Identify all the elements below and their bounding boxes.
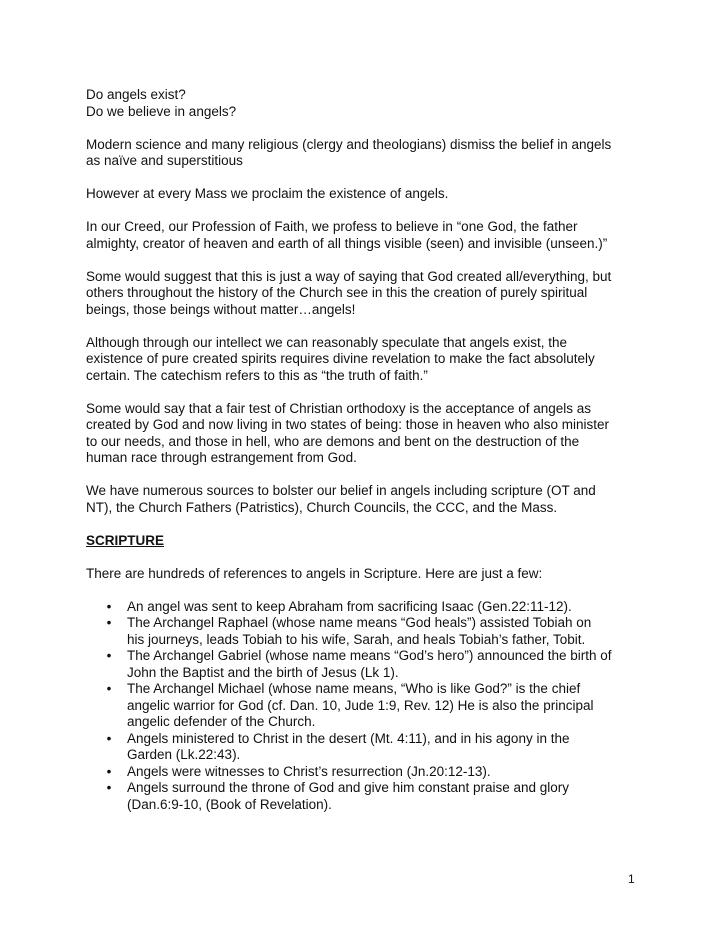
paragraph	[86, 335, 646, 385]
bullet-icon: •	[106, 780, 112, 795]
list-item	[86, 764, 646, 781]
paragraph	[86, 137, 646, 170]
list-item-line: The Archangel Raphael (whose name means “God heals”) assisted Tobiah on	[127, 615, 592, 630]
text-line: beings, those beings without matter…angels!	[86, 301, 356, 317]
list-item-line: Angels were witnesses to Christ’s resurrection (Jn.20:12-13).	[127, 763, 491, 779]
text-line: existence of pure created spirits requires divine revelation to make the fact absolutely	[86, 351, 595, 366]
text-line: human race through estrangement from God.	[86, 450, 357, 465]
list-item-line: angelic warrior for God (cf. Dan. 10, Jude 1:9, Rev. 12) He is also the principal	[127, 697, 594, 713]
bullet-icon: •	[106, 598, 112, 614]
text-line: to our needs, and those in hell, who are demons and bent on the destruction of the	[86, 433, 580, 449]
page-number: 1	[628, 872, 635, 886]
text-line: Do angels exist?	[86, 87, 186, 102]
list-item-line: John the Baptist and the birth of Jesus (Lk 1).	[127, 664, 399, 680]
section-heading: SCRIPTURE	[86, 532, 165, 548]
list-item	[86, 648, 646, 681]
list-item-line: Angels surround the throne of God and give him constant praise and glory	[127, 780, 570, 795]
section-heading-block	[86, 533, 646, 550]
document-body	[86, 87, 646, 813]
scripture-bullet-list	[86, 599, 646, 814]
paragraph	[86, 483, 646, 516]
text-line: In our Creed, our Profession of Faith, we profess to believe in “one God, the father	[86, 219, 578, 234]
list-item	[86, 780, 646, 813]
paragraphs	[86, 87, 646, 516]
text-line: However at every Mass we proclaim the existence of angels.	[86, 186, 449, 201]
bullet-icon: •	[106, 648, 112, 663]
text-line: almighty, creator of heaven and earth of all things visible (seen) and invisible (unseen.)”	[86, 235, 608, 251]
list-item-line: The Archangel Michael (whose name means, “Who is like God?” is the chief	[127, 681, 581, 696]
list-item	[86, 599, 646, 616]
scripture-intro: There are hundreds of references to angels in Scripture. Here are just a few:	[86, 565, 543, 581]
list-item-line: The Archangel Gabriel (whose name means “God’s hero”) announced the birth of	[127, 648, 612, 663]
list-item-line: Garden (Lk.22:43).	[127, 747, 241, 762]
list-item-line: angelic defender of the Church.	[127, 714, 316, 729]
paragraph	[86, 87, 646, 120]
text-line: Some would say that a fair test of Christian orthodoxy is the acceptance of angels as	[86, 400, 592, 416]
bullet-icon: •	[106, 763, 112, 779]
paragraph	[86, 401, 646, 467]
text-line: Modern science and many religious (clergy and theologians) dismiss the belief in angels	[86, 136, 612, 152]
list-item-line: Angels ministered to Christ in the desert (Mt. 4:11), and in his agony in the	[127, 730, 570, 746]
bullet-icon: •	[106, 681, 112, 696]
bullet-icon: •	[106, 615, 112, 630]
text-line: Do we believe in angels?	[86, 103, 237, 119]
list-item	[86, 731, 646, 764]
bullet-icon: •	[106, 730, 112, 746]
text-line: certain. The catechism refers to this as “the truth of faith.”	[86, 367, 428, 383]
list-item	[86, 681, 646, 731]
text-line: Although through our intellect we can reasonably speculate that angels exist, the	[86, 334, 568, 350]
text-line: NT), the Church Fathers (Patristics), Church Councils, the CCC, and the Mass.	[86, 499, 558, 515]
list-item-line: An angel was sent to keep Abraham from sacrificing Isaac (Gen.22:11-12).	[127, 598, 572, 614]
text-line: created by God and now living in two states of being: those in heaven who also minister	[86, 417, 610, 432]
text-line: We have numerous sources to bolster our belief in angels including scripture (OT and	[86, 483, 596, 498]
paragraph	[86, 219, 646, 252]
text-line: as naïve and superstitious	[86, 153, 243, 168]
text-line: Some would suggest that this is just a way of saying that God created all/everything, but	[86, 268, 612, 284]
paragraph	[86, 186, 646, 203]
text-line: others throughout the history of the Church see in this the creation of purely spiritual	[86, 285, 588, 300]
list-item-line: his journeys, leads Tobiah to his wife, Sarah, and heals Tobiah’s father, Tobit.	[127, 631, 586, 647]
list-item-line: (Dan.6:9-10, (Book of Revelation).	[127, 796, 332, 812]
list-item	[86, 615, 646, 648]
paragraph	[86, 269, 646, 319]
